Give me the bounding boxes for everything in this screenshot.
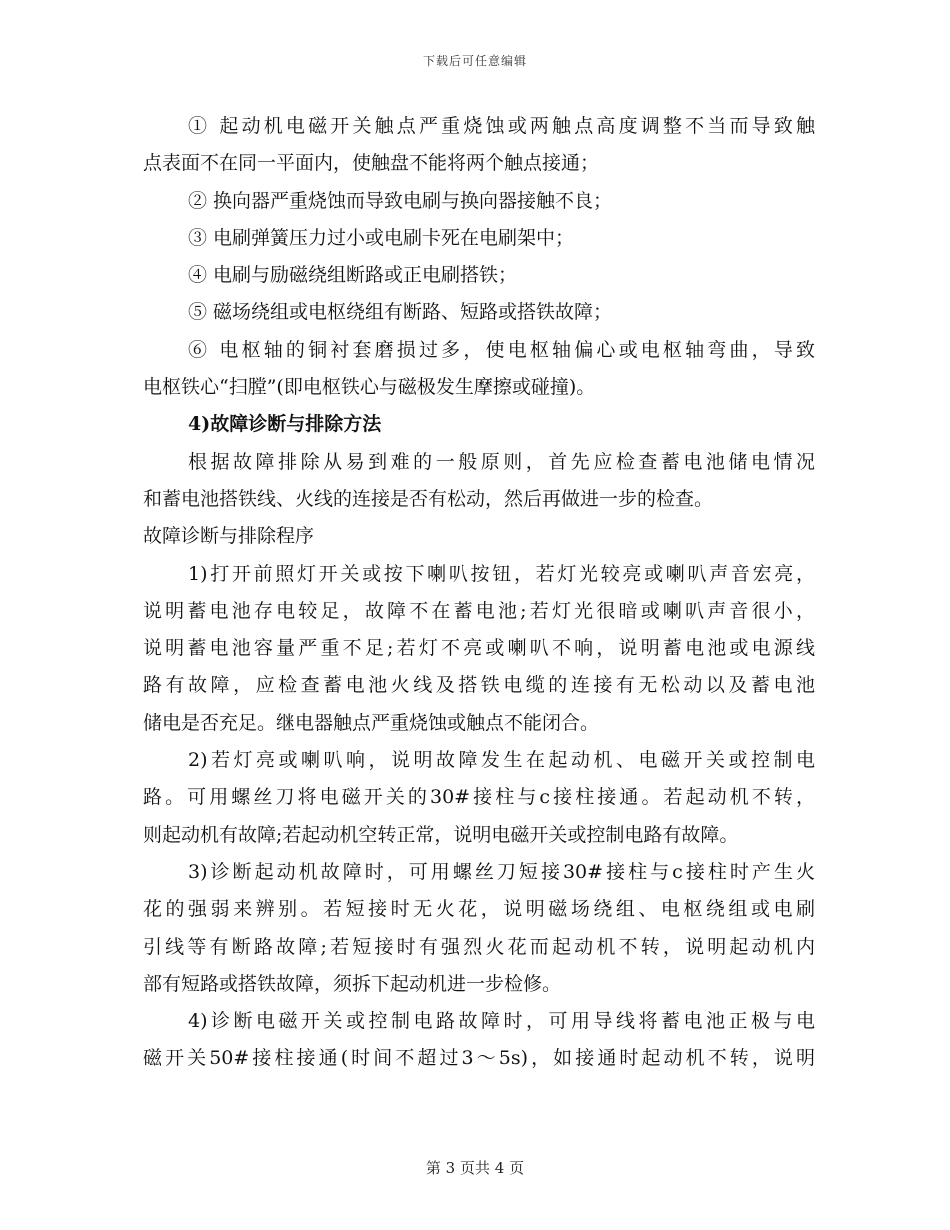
text-line: 磁开关50#接柱接通(时间不超过3～5s)，如接通时起动机不转，说明 [143,1047,815,1070]
text-line: ⑥ 电枢轴的铜衬套磨损过多，使电枢轴偏心或电枢轴弯曲，导致 [188,338,815,361]
text-line: 2)若灯亮或喇叭响，说明故障发生在起动机、电磁开关或控制电 [188,749,815,772]
text-line: ② 换向器严重烧蚀而导致电刷与换向器接触不良； [188,189,613,212]
text-line: ⑤ 磁场绕组或电枢绕组有断路、短路或搭铁故障； [188,301,613,324]
text-line: 则起动机有故障;若起动机空转正常，说明电磁开关或控制电路有故障。 [143,823,739,846]
document-body [143,108,815,1078]
text-line: 说明蓄电池存电较足，故障不在蓄电池;若灯光很暗或喇叭声音很小， [143,599,815,622]
text-line: 路。可用螺丝刀将电磁开关的30#接柱与c接柱接通。若起动机不转， [143,786,815,809]
section-heading: 4)故障诊断与排除方法 [188,413,382,436]
text-line: 根据故障排除从易到难的一般原则，首先应检查蓄电池储电情况 [188,450,815,473]
page-header: 下载后可任意编辑 [422,54,527,68]
text-line: 电枢铁心“扫膛”(即电枢铁心与磁极发生摩擦或碰撞)。 [143,376,596,399]
page-footer: 第 3 页共 4 页 [425,1159,525,1177]
text-line: 部有短路或搭铁故障，须拆下起动机进一步检修。 [143,972,562,995]
text-line: 路有故障，应检查蓄电池火线及搭铁电缆的连接有无松动以及蓄电池 [143,674,815,697]
text-line: ④ 电刷与励磁绕组断路或正电刷搭铁； [188,264,518,287]
text-line: 故障诊断与排除程序 [143,525,315,548]
text-line: 储电是否充足。继电器触点严重烧蚀或触点不能闭合。 [143,711,600,734]
text-line: 3)诊断起动机故障时，可用螺丝刀短接30#接柱与c接柱时产生火 [188,860,815,883]
text-line: 4)诊断电磁开关或控制电路故障时，可用导线将蓄电池正极与电 [188,1010,815,1033]
text-line: ① 起动机电磁开关触点严重烧蚀或两触点高度调整不当而导致触 [188,115,815,137]
text-line: 1)打开前照灯开关或按下喇叭按钮，若灯光较亮或喇叭声音宏亮， [188,562,815,585]
text-line: 说明蓄电池容量严重不足;若灯不亮或喇叭不响，说明蓄电池或电源线 [143,637,815,660]
text-line: 花的强弱来辨别。若短接时无火花，说明磁场绕组、电枢绕组或电刷 [143,898,815,921]
text-line: 和蓄电池搭铁线、火线的连接是否有松动，然后再做进一步的检查。 [143,487,714,510]
text-line: 引线等有断路故障;若短接时有强烈火花而起动机不转，说明起动机内 [143,935,815,958]
text-line: ③ 电刷弹簧压力过小或电刷卡死在电刷架中； [188,226,575,249]
text-line: 点表面不在同一平面内，使触盘不能将两个触点接通； [143,152,600,175]
